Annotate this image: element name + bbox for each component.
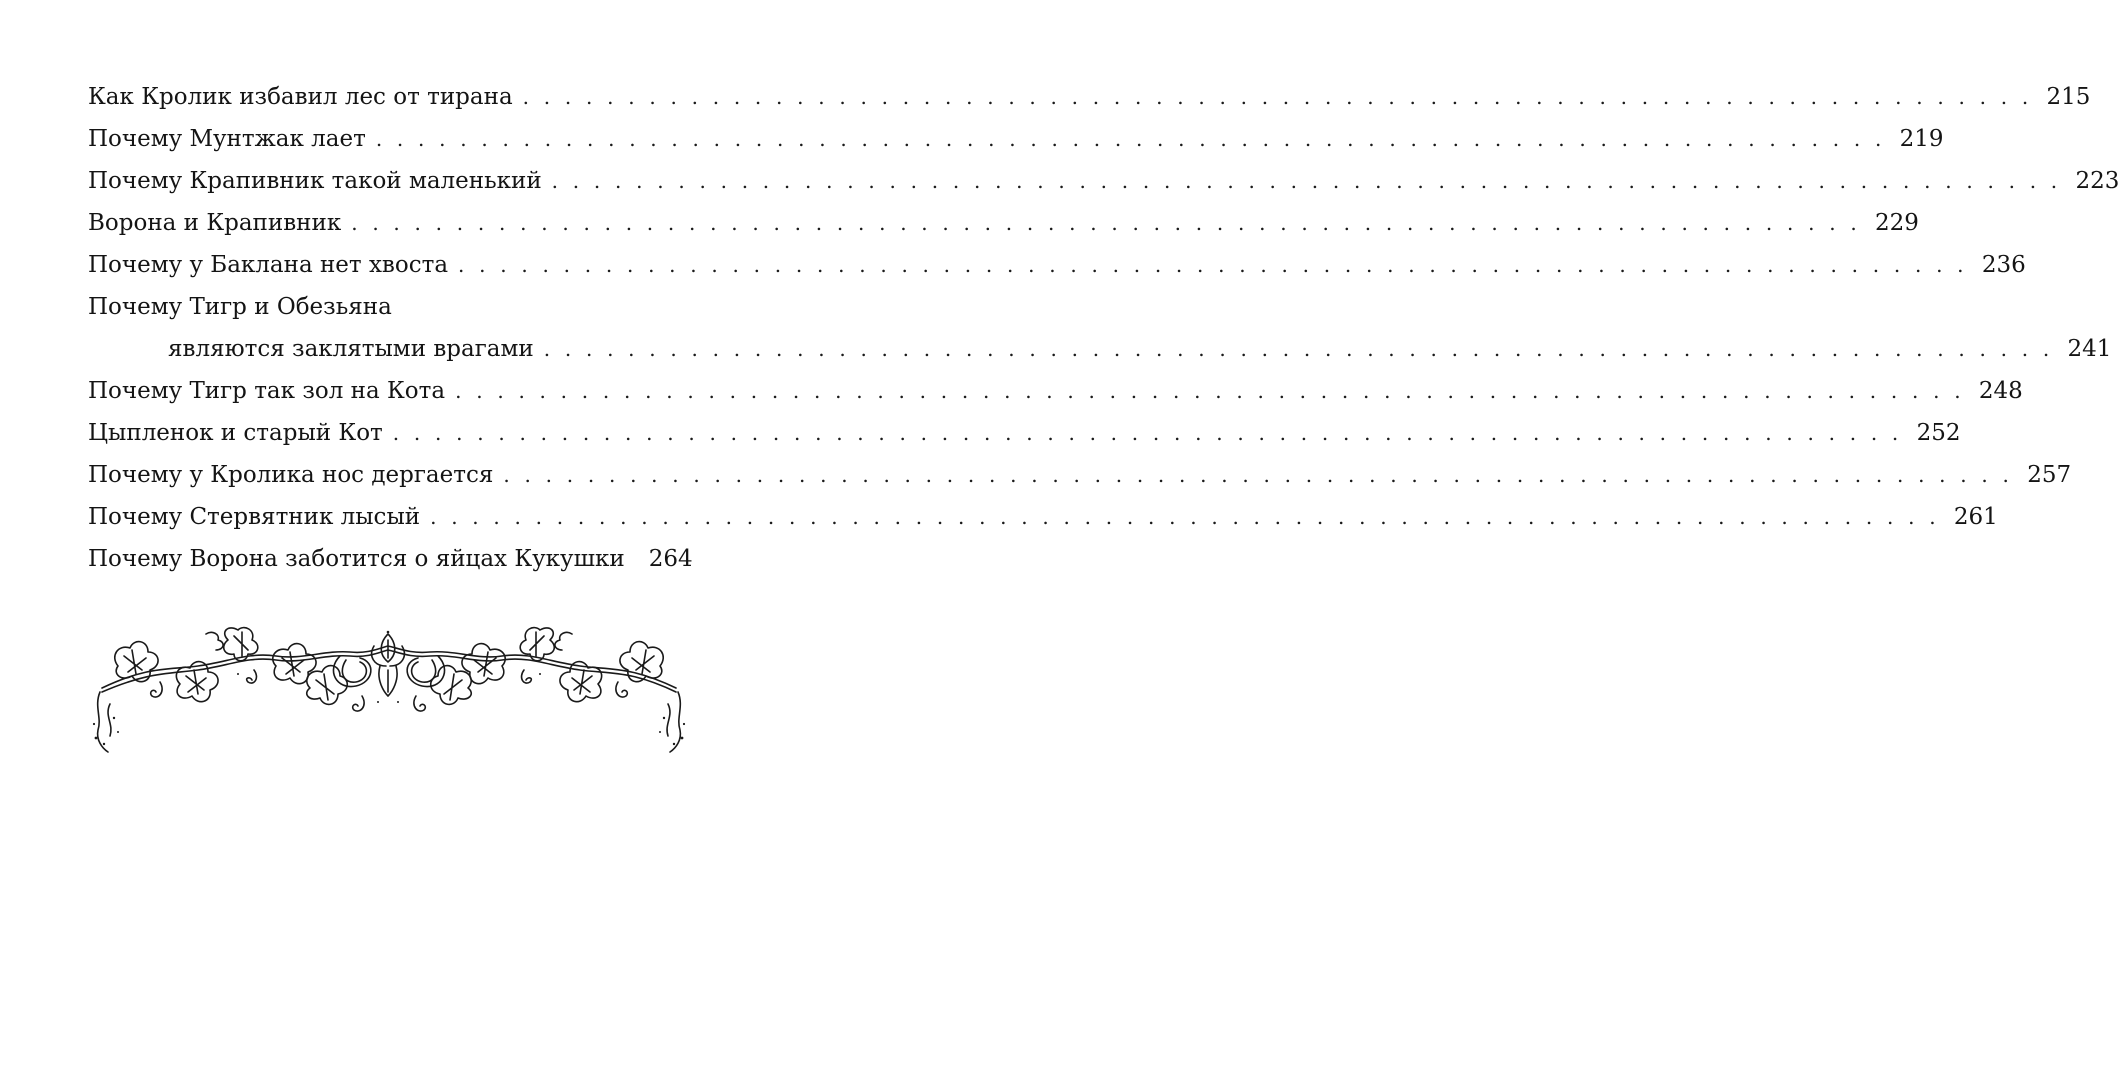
toc-entry-wren-small[interactable] [88, 160, 2119, 202]
toc-page-number: 252 [1916, 420, 1961, 446]
toc-page-number: 261 [1953, 504, 1998, 530]
vine-ornament-icon [88, 626, 690, 758]
toc-page-number: 223 [2075, 168, 2119, 194]
toc-entry-tiger-cat[interactable] [88, 370, 2023, 412]
toc-entry-crow-wren[interactable] [88, 202, 1919, 244]
dot-leader: . . . . . . . . . . . . . . . . . . . . . . . . . . . . . . . . . . . . . . . . . . . . . . . . . . . . . . . . . . . . . . . . . . . . . . . . [522, 85, 2033, 109]
toc-entry-muntjac[interactable] [88, 118, 1944, 160]
toc-entry-title: Почему Тигр и Обезьяна [88, 294, 392, 320]
dot-leader: . . . . . . . . . . . . . . . . . . . . . . . . . . . . . . . . . . . . . . . . . . . . . . . . . . . . . . . . . . . . . . . . . . . . . . . . [430, 505, 1940, 529]
toc-page-number: 241 [2067, 336, 2112, 362]
toc-page-number: 248 [1978, 378, 2023, 404]
dot-leader: . . . . . . . . . . . . . . . . . . . . . . . . . . . . . . . . . . . . . . . . . . . . . . . . . . . . . . . . . . . . . . . . . . . . . . . . [551, 169, 2062, 193]
toc-page-number: 229 [1875, 210, 1919, 236]
toc-page-number: 236 [1981, 252, 2026, 278]
toc-entry-title: Почему Мунтжак лает [88, 126, 366, 152]
toc-entry-tiger-monkey-continuation[interactable] [88, 328, 2112, 370]
toc-entry-cormorant[interactable] [88, 244, 2026, 286]
toc-page-number: 264 [648, 546, 693, 572]
toc-page-number: 257 [2027, 462, 2072, 488]
table-of-contents [88, 76, 2119, 580]
toc-entry-rabbit-tyrant[interactable] [88, 76, 2091, 118]
toc-entry-title-continuation: являются заклятыми врагами [168, 336, 534, 362]
toc-entry-tiger-monkey[interactable] [88, 286, 690, 328]
toc-page-number: 215 [2046, 84, 2091, 110]
dot-leader: . . . . . . . . . . . . . . . . . . . . . . . . . . . . . . . . . . . . . . . . . . . . . . . . . . . . . . . . . . . . . . . . . . . . . . . . [503, 463, 2014, 487]
toc-entry-title: Почему у Кролика нос дергается [88, 462, 494, 488]
dot-leader: . . . . . . . . . . . . . . . . . . . . . . . . . . . . . . . . . . . . . . . . . . . . . . . . . . . . . . . . . . . . . . . . . . . . . . . . [351, 211, 1861, 235]
toc-page-number: 219 [1899, 126, 1944, 152]
toc-entry-vulture[interactable] [88, 496, 1998, 538]
toc-entry-title: Почему у Баклана нет хвоста [88, 252, 449, 278]
dot-leader: . . . . . . . . . . . . . . . . . . . . . . . . . . . . . . . . . . . . . . . . . . . . . . . . . . . . . . . . . . . . . . . . . . . . . . . . [543, 337, 2054, 361]
toc-entry-crow-cuckoo[interactable] [88, 538, 693, 580]
toc-entry-title: Почему Стервятник лысый [88, 504, 421, 530]
toc-entry-title: Почему Ворона заботится о яйцах Кукушки [88, 546, 625, 572]
toc-entry-title: Ворона и Крапивник [88, 210, 342, 236]
dot-leader: . . . . . . . . . . . . . . . . . . . . . . . . . . . . . . . . . . . . . . . . . . . . . . . . . . . . . . . . . . . . . . . . . . . . . . . . [455, 379, 1965, 403]
toc-entry-title: Почему Тигр так зол на Кота [88, 378, 446, 404]
dot-leader: . . . . . . . . . . . . . . . . . . . . . . . . . . . . . . . . . . . . . . . . . . . . . . . . . . . . . . . . . . . . . . . . . . . . . . . . [458, 253, 1968, 277]
toc-entry-chick-cat[interactable] [88, 412, 1961, 454]
dot-leader: . . . . . . . . . . . . . . . . . . . . . . . . . . . . . . . . . . . . . . . . . . . . . . . . . . . . . . . . . . . . . . . . . . . . . . . . [375, 127, 1886, 151]
dot-leader: . . . . . . . . . . . . . . . . . . . . . . . . . . . . . . . . . . . . . . . . . . . . . . . . . . . . . . . . . . . . . . . . . . . . . . . . [392, 421, 1903, 445]
toc-entry-title: Как Кролик избавил лес от тирана [88, 84, 513, 110]
toc-entry-rabbit-nose[interactable] [88, 454, 2072, 496]
toc-entry-title: Цыпленок и старый Кот [88, 420, 383, 446]
toc-entry-title: Почему Крапивник такой маленький [88, 168, 542, 194]
